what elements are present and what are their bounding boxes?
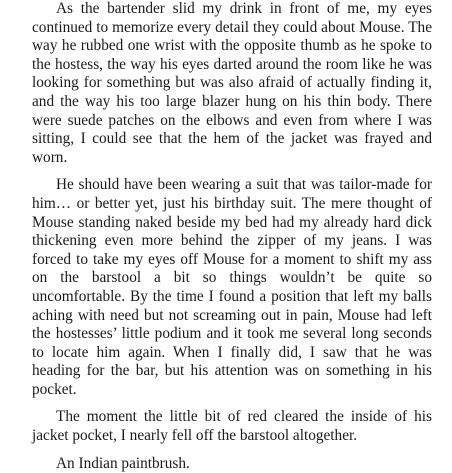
paragraph-red-cleared: The moment the little bit of red cleared the inside of his jacket pocket, I nearly fell off the barstool altogether.	[32, 408, 432, 445]
paragraph-indian-paintbrush: An Indian paintbrush.	[56, 454, 190, 472]
paragraph-bartender: As the bartender slid my drink in front of me, my eyes continued to memorize every detail they could about Mouse. The way he rubbed one wrist with the opposite thumb as he spoke to the hostess, the way his eyes darted around the room like he was looking for something but was also afraid of actually finding it, and the way his too large blazer hung on his thin body. There were suede patches on the elbows and even from where I was sitting, I could see that the hem of the jacket was frayed and worn.	[32, 0, 432, 166]
paragraph-suit: He should have been wearing a suit that was tailor-made for him… or better yet, just his birthday suit. The mere thought of Mouse standing naked beside my bed had my already hard dick thickening even more behind the zipper of my jeans. I was forced to take my eyes off Mouse for a moment to shift my ass on the barstool a bit so things wouldn’t be quite so uncomfortable. By the time I found a position that left my balls aching with need but not screaming out in pain, Mouse had left the hostesses’ little podium and it took me several long seconds to locate him again. When I finally did, I saw that he was heading for the bar, but his attention was on something in his pocket.	[32, 176, 432, 398]
document-page	[32, 0, 432, 473]
